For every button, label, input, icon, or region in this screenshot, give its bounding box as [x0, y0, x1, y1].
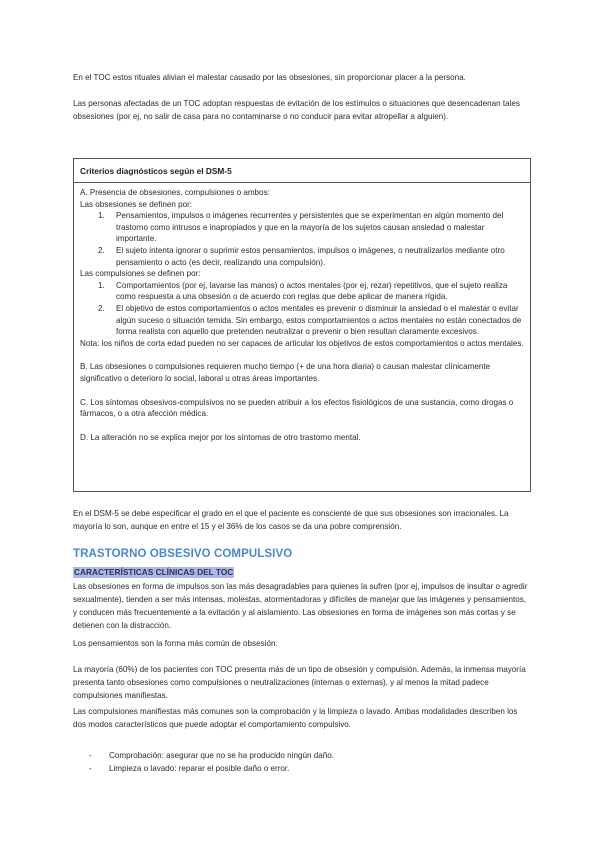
compulsions-intro: Las compulsiones se definen por: [80, 269, 201, 279]
intro-paragraph-1: En el TOC estos rituales alivian el malestar causado por las obsesiones, sin proporcionar placer a la persona. [73, 73, 466, 82]
list-item-text: Pensamientos, impulsos o imágenes recurrentes y persistentes que se experimentan en algún momento del trastorno como intrusos e inapropiados y que en la mayoría de los sujetos causan ansiedad o malestar importante. [116, 211, 504, 244]
criterion-c: C. Los síntomas obsesivos-compulsivos no se pueden atribuir a los efectos fisiológicos de una sustancia, como drogas o fármacos, o a otra afección médica. [80, 397, 514, 419]
list-item-number: 2. [98, 245, 105, 255]
section-paragraph-2: Los pensamientos son la forma más común de obsesión. [73, 639, 278, 648]
section-subtitle: CARACTERÍSTICAS CLÍNICAS DEL TOC [74, 567, 234, 577]
dsm-awareness-paragraph: En el DSM-5 se debe especificar el grado en el que el paciente es consciente de que sus obsesiones son irracionales. La mayoría lo son, aunque en entre el 15 y el 36% de los casos se da una pobre comprensión. [73, 509, 509, 531]
list-item-text: El sujeto intenta ignorar o suprimir estos pensamientos, impulsos o imágenes, o neutralizarlos mediante otro pensamiento o acto (es decir, realizando una compulsión). [116, 245, 505, 267]
intro-paragraph-2: Las personas afectadas de un TOC adoptan respuestas de evitación de los estímulos o situaciones que desencadenan tales obsesiones (por ej, no salir de casa para no contaminarse o no conducir para evitar atropellar a alguien). [73, 99, 520, 121]
criteria-box-title: Criterios diagnósticos según el DSM-5 [74, 159, 530, 183]
list-item [80, 245, 524, 268]
list-item-text: El objetivo de estos comportamientos o actos mentales es prevenir o disminuir la ansiedad o el malestar o evitar algún suceso o situación temida. Sin embargo, estos comportamientos o actos mentales no están conectados de forma realista con aquello que pretenden neutralizar o prevenir o bien resultan claramente excesivos. [116, 303, 522, 337]
list-item [73, 762, 528, 775]
list-item-text: Comprobación: asegurar que no se ha producido ningún daño. [109, 751, 334, 760]
compulsions-list [80, 280, 524, 338]
list-item [80, 280, 524, 303]
list-item-number: 1. [98, 211, 105, 221]
list-item [80, 303, 524, 338]
obsessions-intro: Las obsesiones se definen por: [80, 199, 193, 209]
section-paragraph-4: Las compulsiones manifiestas más comunes son la comprobación y la limpieza o lavado. Ambas modalidades describen los dos modos característicos que puede adoptar el comportamiento compulsivo. [73, 707, 518, 729]
criterion-d: D. La alteración no se explica mejor por los síntomas de otro trastorno mental. [80, 432, 361, 442]
dash-marker: - [89, 764, 92, 773]
criterion-a: A. Presencia de obsesiones, compulsiones o ambos: [80, 188, 270, 197]
section-paragraph-1: Las obsesiones en forma de impulsos son las más desagradables para quienes la sufren (por ej, impulsos de insultar o agredir sexualmente), tienden a ser más intensas, molestas, atormentadoras y difíciles de manejar que las imágenes y pensamientos, y conducen más frecuentemente a la evitación y al aislamiento. Las obsesiones en forma de imágenes son más cortas y se detienen con la distracción. [73, 582, 528, 630]
list-item-text: Limpieza o lavado: reparar el posible daño o error. [109, 764, 290, 773]
criteria-box-body [74, 183, 530, 443]
criteria-note: Nota: los niños de corta edad pueden no ser capaces de articular los objetivos de estos comportamientos o actos mentales. [80, 338, 524, 348]
section-paragraph-3: La mayoría (60%) de los pacientes con TOC presenta más de un tipo de obsesión y compulsión. Además, la inmensa mayoría presenta tanto obsesiones como compulsiones o neutralizaciones (internas o externas), y al menos la mitad padece compulsiones manifiestas. [73, 665, 526, 700]
compulsion-types-list [73, 749, 528, 775]
obsessions-list [80, 210, 524, 268]
list-item [80, 210, 524, 245]
list-item-text: Comportamientos (por ej, lavarse las manos) o actos mentales (por ej, rezar) repetitivos, que el sujeto realiza como respuesta a una obsesión o de acuerdo con reglas que debe aplicar de manera rígida. [116, 280, 508, 302]
dash-marker: - [89, 751, 92, 760]
list-item [73, 749, 528, 762]
list-item-number: 1. [98, 280, 105, 290]
criterion-b: B. Las obsesiones o compulsiones requieren mucho tiempo (+ de una hora diaria) o causan malestar clínicamente significativo o deterioro lo social, laboral u otras áreas importantes. [80, 362, 491, 383]
dsm5-criteria-box [73, 158, 531, 492]
list-item-number: 2. [98, 303, 105, 313]
section-title: TRASTORNO OBSESIVO COMPULSIVO [73, 548, 293, 560]
